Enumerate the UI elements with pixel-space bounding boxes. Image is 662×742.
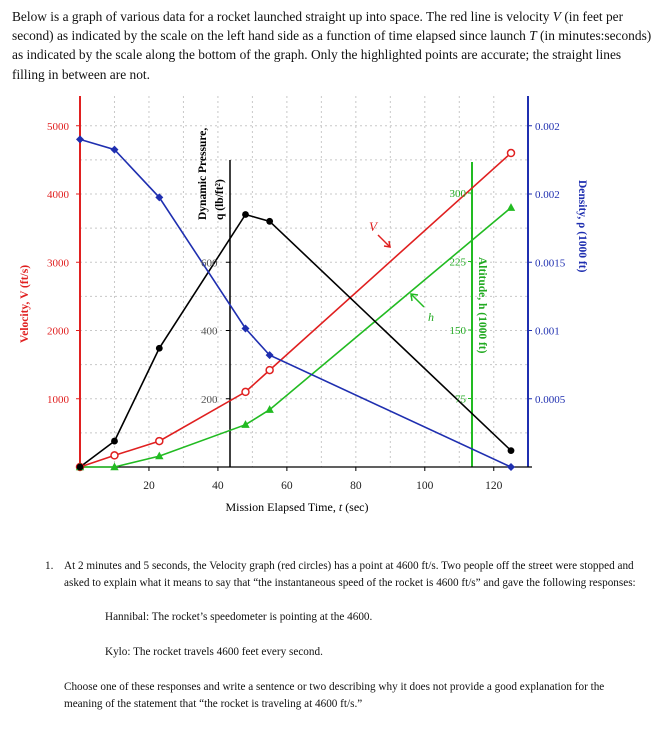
velocity-point: [111, 452, 118, 459]
pressure-point: [242, 211, 249, 218]
question-block: [45, 558, 645, 713]
density-tick-label: 0.002: [535, 189, 560, 201]
pressure-tick-label: 200: [201, 393, 218, 406]
altitude-annotation: h: [428, 310, 434, 324]
altitude-axis-label: Altitude, h (1000 ft): [476, 257, 488, 354]
marker-layer: [76, 135, 515, 471]
velocity-tick-label: 3000: [47, 257, 69, 270]
pressure-point: [111, 438, 118, 445]
response-hannibal: Hannibal: The rocket’s speedometer is pointing at the 4600.: [105, 611, 373, 623]
density-tick-label: 0.001: [535, 325, 560, 338]
velocity-tick-label: 2000: [47, 325, 69, 338]
time-tick-label: 40: [212, 480, 224, 492]
question-text: At 2 minutes and 5 seconds, the Velocity graph (red circles) has a point at 4600 ft/s. Two people off the street were stopped and asked to explain what it means to say that “the instantaneous speed of the rocket is 4600 ft/s” and gave the following responses:: [64, 560, 636, 589]
pressure-axis-label-2: q (lb/ft²): [214, 179, 226, 220]
velocity-tick-label: 5000: [47, 120, 69, 133]
velocity-tick-label: 4000: [47, 189, 69, 201]
pressure-point: [77, 464, 84, 471]
density-axis-label: Density, ρ (1000 ft): [576, 180, 588, 273]
density-point: [76, 135, 84, 143]
time-tick-label: 100: [416, 480, 434, 492]
density-tick-label: 0.0005: [535, 393, 566, 406]
velocity-point: [266, 367, 273, 374]
series-line-3: [80, 139, 511, 467]
velocity-point: [508, 150, 515, 157]
altitude-tick-label: 75: [455, 393, 466, 406]
pressure-axis-label-1: Dynamic Pressure,: [197, 127, 209, 220]
velocity-point: [156, 438, 163, 445]
pressure-point: [156, 345, 163, 352]
question-number: 1.: [45, 560, 54, 572]
time-tick-label: 20: [143, 480, 155, 492]
question-prompt: Choose one of these responses and write a sentence or two describing why it does not provide a good explanation for the meaning of the statement that “the rocket is traveling at 4600 ft/s.”: [64, 681, 605, 710]
velocity-annotation: V: [369, 219, 377, 234]
time-tick-label: 80: [350, 480, 362, 492]
velocity-tick-labels: [47, 121, 80, 406]
pressure-point: [266, 218, 273, 225]
density-tick-label: 0.0015: [535, 257, 566, 270]
pressure-point: [508, 447, 515, 454]
altitude-tick-label: 150: [449, 325, 466, 337]
pressure-tick-label: 600: [201, 257, 218, 270]
altitude-tick-label: 225: [449, 256, 466, 269]
time-tick-labels: [143, 467, 502, 492]
velocity-arrow: [378, 235, 389, 246]
density-point: [507, 463, 515, 471]
velocity-tick-label: 1000: [47, 393, 69, 406]
rocket-chart: [0, 96, 662, 526]
intro-paragraph: Below is a graph of various data for a rocket launched straight up into space. The red line is velocity V (in feet per second) as indicated by the scale on the left hand side as a function of time elapsed since launch T (in minutes:seconds) as indicated by the scale along the bottom of the graph. Only the highlighted points are accurate; the straight lines filling in between are not.: [12, 9, 652, 82]
series-line-2: [80, 215, 511, 468]
response-kylo: Kylo: The rocket travels 4600 feet every second.: [105, 646, 323, 658]
altitude-arrow: [412, 295, 424, 307]
altitude-point: [241, 420, 249, 428]
altitude-tick-label: 300: [449, 188, 466, 200]
altitude-point: [507, 203, 515, 211]
time-axis-label: Mission Elapsed Time, t (sec): [225, 500, 369, 514]
chart-grid: [80, 96, 528, 467]
pressure-tick-label: 400: [201, 325, 218, 338]
velocity-axis-label: Velocity, V (ft/s): [19, 264, 31, 344]
series-line-0: [80, 153, 511, 467]
series-layer: [80, 139, 511, 467]
density-tick-label: 0.002: [535, 120, 560, 133]
time-tick-label: 120: [485, 480, 503, 492]
time-tick-label: 60: [281, 480, 293, 492]
pressure-tick-labels: [201, 257, 230, 406]
density-tick-labels: [528, 121, 566, 406]
velocity-point: [242, 388, 249, 395]
